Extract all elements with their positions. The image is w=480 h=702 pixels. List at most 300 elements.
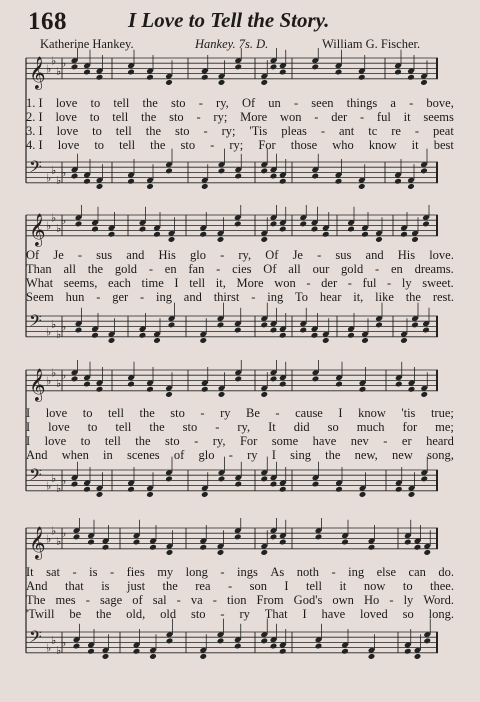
lyric-syllable: the [162,578,178,593]
lyric-line [26,579,454,593]
lyric-syllable: - [203,123,208,138]
lyric-syllable: love [55,109,77,124]
lyric-syllable: To [295,289,309,304]
lyric-line [26,262,454,276]
flat-icon: ♭ [46,532,52,546]
flat-icon: ♭ [51,163,57,177]
lyric-syllable: love [44,433,67,448]
flat-icon: ♭ [46,62,52,76]
lyric-syllable: loved [360,606,388,621]
flat-icon: ♭ [51,633,57,647]
lyric-syllable: - [194,433,199,448]
lyric-syllable: the [87,261,104,276]
lyric-syllable: have [321,606,346,621]
lyric-syllable: love. [429,247,454,262]
lyric-syllable: to [94,137,105,152]
flat-icon: ♭ [46,479,52,493]
lyric-syllable: - [320,123,326,138]
composer-credit: William G. Fischer. [322,37,421,51]
lyric-syllable: I [26,433,31,448]
lyric-syllable: His [158,247,176,262]
treble-clef-icon: 𝄞 [29,212,46,246]
lyric-syllable: - [198,95,203,110]
lyric-syllable: is [101,578,110,593]
lyric-syllable: old, [126,606,146,621]
lyric-syllable: Seem [26,289,54,304]
flat-icon: ♭ [56,174,62,188]
lyric-syllable: I [174,275,179,290]
lyric-syllable: tell [119,137,136,152]
lyric-syllable: to [80,433,91,448]
lyric-syllable: ger [112,289,129,304]
lyric-syllable: sto [165,433,180,448]
lyric-syllable: - [389,592,394,607]
lyric-syllable: some [271,433,299,448]
lyric-syllable: seems [423,109,454,124]
flat-icon: ♭ [61,57,67,71]
lyric-syllable: - [228,447,233,462]
lyric-syllable: ful [362,275,377,290]
lyric-syllable: - [359,109,365,124]
lyric-syllable: sage [99,592,123,607]
lyric-syllable: 3. I [26,123,43,138]
lyric-syllable: the [150,137,166,152]
lyric-syllable: rea [195,578,211,593]
lyric-syllable: tell [112,109,129,124]
lyric-syllable: Je [53,247,64,262]
lyric-syllable: ry, [238,247,252,262]
lyric-syllable: ing [155,289,172,304]
lyric-syllable: - [275,405,280,420]
lyric-syllable: to [87,419,98,434]
flat-icon: ♭ [51,54,57,68]
lyric-syllable: tell [189,275,206,290]
lyric-syllable: I [338,405,343,420]
lyric-syllable: - [85,592,90,607]
lyric-syllable: - [216,261,221,276]
lyric-syllable: ry [220,405,231,420]
lyric-syllable: long [185,564,208,579]
lyric-syllable: all [288,261,301,276]
lyric-syllable: it, [215,275,226,290]
lyric-syllable: true; [430,405,454,420]
lyric-syllable: peat [433,123,454,138]
lyric-syllable: Of [265,247,279,262]
lyric-syllable: of [132,592,143,607]
lyric-syllable: For [239,433,258,448]
lyric-syllable: each [108,275,131,290]
lyric-syllable: - [200,405,205,420]
lyric-syllable: be [69,606,82,621]
lyric-syllable: Word. [423,592,454,607]
lyric-syllable: The [26,592,46,607]
lyric-syllable: I [26,419,31,434]
lyric-syllable: sus [96,247,113,262]
lyric-syllable: - [227,578,233,593]
lyric-syllable: the [142,95,158,110]
flat-icon: ♭ [61,166,67,180]
lyric-syllable: glo [189,247,206,262]
lyric-syllable: me; [435,419,454,434]
lyric-syllable: - [375,261,380,276]
lyric-syllable: scenes [127,447,160,462]
lyric-syllable: 'Tis [249,123,268,138]
lyric-line [26,110,454,124]
lyric-syllable: - [317,247,322,262]
flat-icon: ♭ [51,317,57,331]
lyric-syllable: the [135,433,151,448]
lyric-line [26,290,454,304]
lyric-syllable: tell [115,123,132,138]
lyric-syllable: sing [290,447,311,462]
lyric-line [26,276,454,290]
lyric-syllable: to [92,123,102,138]
lyric-syllable: love [45,405,68,420]
lyric-syllable: so [402,606,414,621]
lyric-syllable: can [408,564,426,579]
lyric-syllable: the [145,123,161,138]
bass-clef-icon: 𝄢 [29,310,42,335]
lyric-syllable: ry [247,447,258,462]
lyric-syllable: tell [115,419,132,434]
treble-clef-icon: 𝄞 [29,55,46,89]
lyric-syllable: - [314,109,319,124]
lyric-syllable: sweet. [422,275,454,290]
lyric-syllable: From [256,592,284,607]
lyric-syllable: - [414,123,420,138]
flat-icon: ♭ [61,474,67,488]
lyric-line [26,248,454,262]
lyric-syllable: And [26,578,48,593]
lyric-syllable: - [293,95,299,110]
lyric-syllable: More [236,275,264,290]
lyric-syllable: - [139,289,145,304]
treble-staff [26,518,438,560]
lyric-syllable: gold [341,261,364,276]
lyric-syllable: love [48,419,70,434]
lyric-syllable: mes [55,592,76,607]
lyric-syllable: hun [65,289,85,304]
flat-icon: ♭ [56,482,62,496]
flat-icon: ♭ [56,328,62,342]
lyric-syllable: own [332,592,354,607]
lyric-syllable: did [293,419,310,434]
lyric-syllable: ly [401,275,412,290]
lyric-syllable: - [212,592,217,607]
lyric-syllable: it [403,109,411,124]
lyric-syllable: the [325,447,341,462]
lyric-syllable: like [375,289,394,304]
lyric-syllable: - [77,247,83,262]
lyric-syllable: der [331,109,348,124]
lyric-syllable: the [141,109,157,124]
lyric-syllable: I [26,405,31,420]
lyric-syllable: and [183,289,202,304]
lyric-syllable: I [271,447,276,462]
lyric-syllable: As [270,564,285,579]
lyric-syllable: things [346,95,378,110]
lyric-syllable: re [391,123,401,138]
lyric-syllable: It [26,564,34,579]
lyric-line [26,434,454,448]
lyric-syllable: hear [319,289,342,304]
lyric-syllable: tion [227,592,247,607]
lyric-syllable: What [26,275,54,290]
tune-meter: Hankey. 7s. D. [195,37,269,51]
lyric-syllable: 1. I [26,95,43,110]
treble-staff [26,205,438,247]
lyric-syllable: to [89,109,100,124]
flat-icon: ♭ [51,524,57,538]
lyric-line [26,406,454,420]
lyric-syllable: - [148,261,153,276]
lyric-syllable: cause [295,405,323,420]
lyric-syllable: tell [104,433,121,448]
lyric-syllable: love [57,137,80,152]
lyric-syllable: all [63,261,76,276]
lyric-syllable: won [274,275,296,290]
flat-icon: ♭ [61,369,67,383]
flat-icon: ♭ [46,641,52,655]
lyric-syllable: just [126,578,146,593]
lyric-syllable: our [312,261,330,276]
flat-icon: ♭ [51,471,57,485]
lyric-syllable: pleas [281,123,307,138]
flat-icon: ♭ [61,214,67,228]
lyric-syllable: ry, [216,95,229,110]
lyric-syllable: know [368,137,397,152]
lyric-syllable: It [268,419,276,434]
lyric-syllable: - [220,247,225,262]
lyric-syllable: sus [335,247,352,262]
lyric-syllable: that [64,578,84,593]
lyric-syllable: Be [246,405,260,420]
lyric-syllable: 4. I [26,137,43,152]
lyric-syllable: ry; [229,137,244,152]
bass-clef-icon: 𝄢 [29,156,42,181]
flat-icon: ♭ [46,325,52,339]
lyric-syllable: Of [263,261,277,276]
lyric-syllable: I [302,606,307,621]
lyric-syllable: ful [376,109,391,124]
bass-clef-icon: 𝄢 [29,626,42,651]
lyric-syllable: rest. [432,289,454,304]
flat-icon: ♭ [61,527,67,541]
lyric-line [26,124,454,138]
flat-icon: ♭ [56,64,62,78]
lyric-syllable: fan [188,261,205,276]
lyric-syllable: ry; [221,123,236,138]
lyric-syllable: is [89,564,98,579]
lyric-syllable: the [139,405,155,420]
lyric-syllable: a [390,95,396,110]
lyric-syllable: - [196,109,201,124]
flat-icon: ♭ [61,636,67,650]
treble-clef-icon: 𝄞 [29,367,46,401]
lyric-syllable: long. [428,606,454,621]
lyric-syllable: for [402,419,418,434]
bass-staff [26,619,438,660]
lyric-syllable: - [220,564,225,579]
lyric-syllable: when [61,447,89,462]
lyric-syllable: I [284,578,289,593]
flat-icon: ♭ [56,376,62,390]
lyric-syllable: new, [354,447,378,462]
lyric-syllable: sto [180,137,196,152]
lyric-syllable: His [397,247,416,262]
lyric-syllable: so [327,419,339,434]
lyric-syllable: ry, [237,419,251,434]
lyric-syllable: son [249,578,267,593]
lyric-syllable: best [433,137,454,152]
flat-icon: ♭ [46,171,52,185]
lyric-syllable: - [347,275,352,290]
lyric-syllable: heard [426,433,454,448]
lyric-line [26,96,454,110]
lyric-syllable: God's [293,592,323,607]
lyric-syllable: sat [46,564,61,579]
lyric-syllable: - [409,95,414,110]
lyric-syllable: - [72,564,77,579]
flat-icon: ♭ [56,534,62,548]
lyric-syllable: - [306,275,311,290]
lyric-syllable: - [383,433,388,448]
lyric-line [26,448,454,462]
lyric-syllable: time [141,275,164,290]
lyric-syllable: sto [169,109,184,124]
lyric-syllable: Of [26,247,40,262]
lyric-syllable: it [339,578,347,593]
lyric-line [26,138,454,152]
lyric-syllable: - [96,289,101,304]
lyric-syllable: to [402,578,413,593]
lyric-syllable: - [215,419,220,434]
lyric-syllable: Je [292,247,303,262]
lyric-syllable: much [356,419,385,434]
lyric-syllable: sto [182,419,198,434]
lyric-syllable: sto [174,123,190,138]
lyric-syllable: the [405,289,421,304]
hymn-number: 168 [28,8,67,35]
lyric-syllable: thee. [430,578,454,593]
lyric-syllable: ly [403,592,414,607]
lyric-syllable: sto [170,405,185,420]
lyric-syllable: the [149,419,165,434]
lyric-syllable: to [82,405,93,420]
lyricist-credit: Katherine Hankey. [40,37,134,51]
lyric-syllable: tell [306,578,322,593]
lyric-syllable: 2. I [26,109,43,124]
lyric-syllable: those [290,137,318,152]
lyric-syllable: my [157,564,174,579]
lyric-syllable: 'tis [401,405,416,420]
hymn-title: I Love to Tell the Story. [128,8,330,32]
lyric-syllable: And [26,447,48,462]
lyric-syllable: ing [348,564,365,579]
lyric-syllable: der [321,275,338,290]
lyric-syllable: and [126,247,145,262]
lyric-syllable: now [363,578,386,593]
lyric-syllable: er [401,433,412,448]
lyric-syllable: bove, [426,95,454,110]
lyric-syllable: ry, [212,433,226,448]
lyric-syllable: it, [353,289,364,304]
lyric-syllable: to [90,95,101,110]
lyric-syllable: ing [267,289,284,304]
flat-icon: ♭ [51,366,57,380]
lyric-syllable: love [55,95,78,110]
lyric-syllable: More [240,109,268,124]
lyric-syllable: - [220,606,225,621]
lyric-syllable: in [103,447,113,462]
flat-icon: ♭ [51,211,57,225]
lyric-line [26,565,454,579]
lyric-syllable: Of [241,95,256,110]
lyric-syllable: fies [126,564,145,579]
lyric-syllable: Ho [363,592,380,607]
lyric-syllable: do. [438,564,454,579]
lyric-syllable: of [173,447,185,462]
lyric-syllable: seems, [63,275,98,290]
lyric-syllable: ings [237,564,258,579]
lyric-syllable: en [164,261,177,276]
flat-icon: ♭ [46,374,52,388]
flat-icon: ♭ [46,219,52,233]
lyric-line [26,593,454,607]
lyric-line [26,420,454,434]
lyric-syllable: sto [190,606,206,621]
lyric-syllable: va [190,592,203,607]
lyric-syllable: Than [26,261,52,276]
flat-icon: ♭ [56,644,62,658]
lyric-line [26,607,454,621]
lyric-syllable: sal [152,592,167,607]
lyric-syllable: - [331,564,336,579]
lyric-syllable: it [411,137,419,152]
lyric-syllable: For [258,137,276,152]
lyric-syllable: ry [239,606,250,621]
lyric-syllable: ant [338,123,355,138]
bass-staff [26,303,438,344]
lyric-syllable: and [365,247,384,262]
lyric-syllable: sto [170,95,186,110]
lyric-syllable: seen [311,95,334,110]
lyric-syllable: - [210,137,215,152]
bass-staff [26,457,438,498]
lyric-syllable: ry; [213,109,228,124]
lyric-syllable: who [332,137,354,152]
lyric-syllable: won [279,109,302,124]
lyric-syllable: tell [113,95,130,110]
lyric-syllable: glo [198,447,215,462]
lyric-syllable: know [358,405,386,420]
lyric-syllable: the [96,606,112,621]
treble-staff [26,48,438,90]
bass-clef-icon: 𝄢 [29,464,42,489]
flat-icon: ♭ [61,320,67,334]
lyric-syllable: cies [232,261,252,276]
lyric-syllable: tc [368,123,378,138]
lyric-syllable: else [376,564,397,579]
lyric-syllable: - [109,564,115,579]
bass-staff [26,149,438,190]
lyric-syllable: 'Twill [26,606,55,621]
lyric-syllable: tell [107,405,124,420]
lyric-syllable: love [56,123,79,138]
lyric-syllable: - [387,275,392,290]
lyric-syllable: have [312,433,337,448]
lyric-syllable: nev [350,433,369,448]
